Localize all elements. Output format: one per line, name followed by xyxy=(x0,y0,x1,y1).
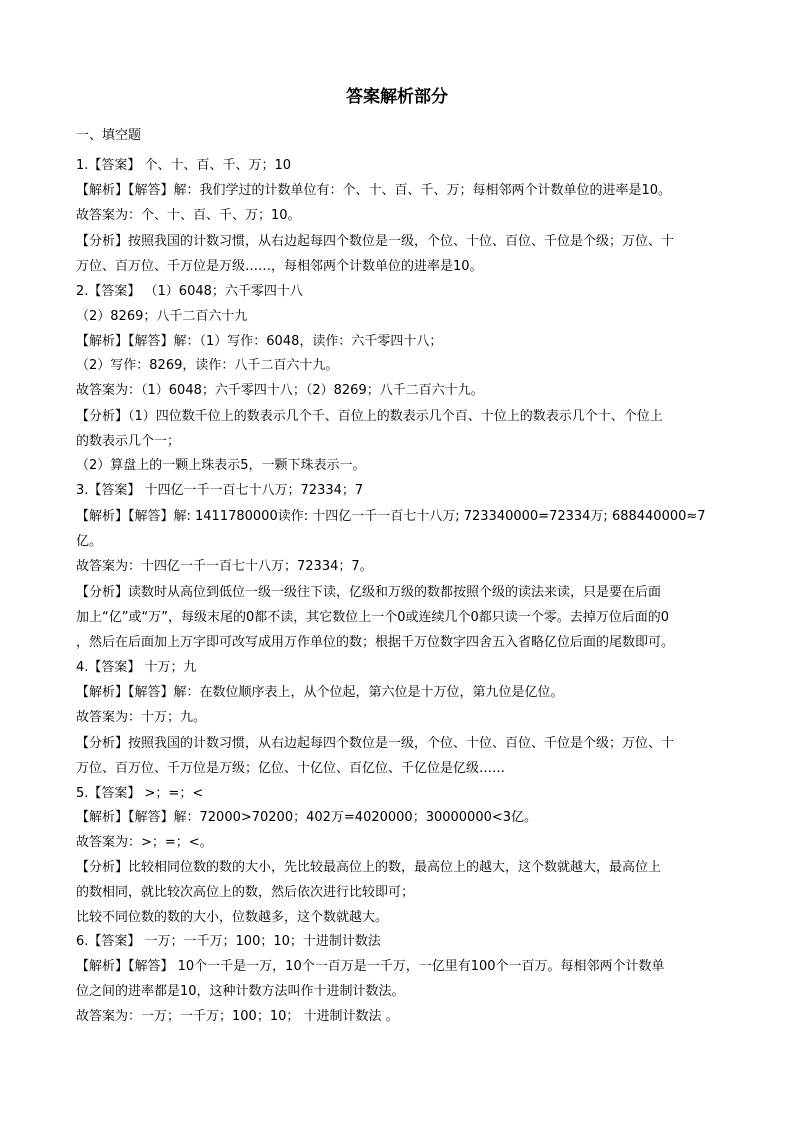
text-line: 的数表示几个一； xyxy=(76,434,181,449)
text-line: 故答案为：>；=；<。 xyxy=(76,835,213,850)
section-heading: 一、填空题 xyxy=(76,128,142,143)
text-line: 5.【答案】 >；=；< xyxy=(76,786,204,801)
text-line: 【解析】【解答】解：72000>70200；402万=4020000；30000000<3亿。 xyxy=(76,810,538,825)
text-line: 亿。 xyxy=(76,534,103,549)
text-line: 故答案为：一万；一千万；100；10； 十进制计数法 。 xyxy=(76,1009,399,1024)
text-line: （2）写作：8269，读作：八千二百六十九。 xyxy=(76,358,339,373)
text-line: （2）算盘上的一颗上珠表示5，一颗下珠表示一。 xyxy=(76,458,366,473)
text-line: 故答案为：（1）6048；六千零四十八；（2）8269；八千二百六十九。 xyxy=(76,383,484,398)
text-line: 故答案为：十万；九。 xyxy=(76,710,207,725)
text-line: 故答案为：个、十、百、千、万；10。 xyxy=(76,208,301,223)
text-line: 1.【答案】 个、十、百、千、万；10 xyxy=(76,158,292,173)
text-line: 加上“亿”或“万”，每级末尾的0都不读，其它数位上一个0或连续几个0都只读一个零。去掉万位后面的0 xyxy=(76,610,670,625)
text-line: 【分析】比较相同位数的数的大小，先比较最高位上的数，最高位上的越大，这个数就越大，最高位上 xyxy=(76,860,662,875)
text-line: 【分析】按照我国的计数习惯，从右边起每四个数位是一级，个位、十位、百位、千位是个级；万位、十 xyxy=(76,234,675,249)
text-line: 2.【答案】 （1）6048；六千零四十八 xyxy=(76,284,303,299)
text-line: （2）8269；八千二百六十九 xyxy=(76,309,248,324)
text-line: 【解析】【解答】解: 1411780000读作: 十四亿一千一百七十八万; 723340000=72334万; 688440000≈7 xyxy=(76,509,706,524)
text-line: 【解析】【解答】 10个一千是一万，10个一百万是一千万，一亿里有100个一百万。每相邻两个计数单 xyxy=(76,959,665,974)
text-line: 【解析】【解答】解：我们学过的计数单位有：个、十、百、千、万；每相邻两个计数单位的进率是10。 xyxy=(76,183,672,198)
text-line: 【分析】读数时从高位到低位一级一级往下读，亿级和万级的数都按照个级的读法来读，只是要在后面 xyxy=(76,585,662,600)
text-line: 比较不同位数的数的大小，位数越多，这个数就越大。 xyxy=(76,910,389,925)
text-line: 3.【答案】 十四亿一千一百七十八万；72334；7 xyxy=(76,483,364,498)
text-line: 万位、百万位、千万位是万级；亿位、十亿位、百亿位、千亿位是亿级…… xyxy=(76,761,506,776)
text-line: ，然后在后面加上万字即可改写成用万作单位的数；根据千万位数字四舍五入省略亿位后面的尾数即可。 xyxy=(76,635,675,650)
text-line: 【分析】（1）四位数千位上的数表示几个千、百位上的数表示几个百、十位上的数表示几个十、个位上 xyxy=(76,409,663,424)
text-line: 6.【答案】 一万；一千万；100；10；十进制计数法 xyxy=(76,934,381,949)
page-title: 答案解析部分 xyxy=(346,87,448,107)
text-line: 【解析】【解答】解：在数位顺序表上，从个位起，第六位是十万位，第九位是亿位。 xyxy=(76,685,564,700)
text-line: 【分析】按照我国的计数习惯，从右边起每四个数位是一级，个位、十位、百位、千位是个级；万位、十 xyxy=(76,736,675,751)
text-line: 万位、百万位、千万位是万级……，每相邻两个计数单位的进率是10。 xyxy=(76,259,483,274)
text-line: 位之间的进率都是10，这种计数方法叫作十进制计数法。 xyxy=(76,984,405,999)
text-line: 的数相同，就比较次高位上的数，然后依次进行比较即可； xyxy=(76,885,415,900)
text-line: 4.【答案】 十万；九 xyxy=(76,660,197,675)
text-line: 【解析】【解答】解：（1）写作：6048，读作：六千零四十八； xyxy=(76,334,443,349)
text-line: 故答案为：十四亿一千一百七十八万；72334；7。 xyxy=(76,559,373,574)
